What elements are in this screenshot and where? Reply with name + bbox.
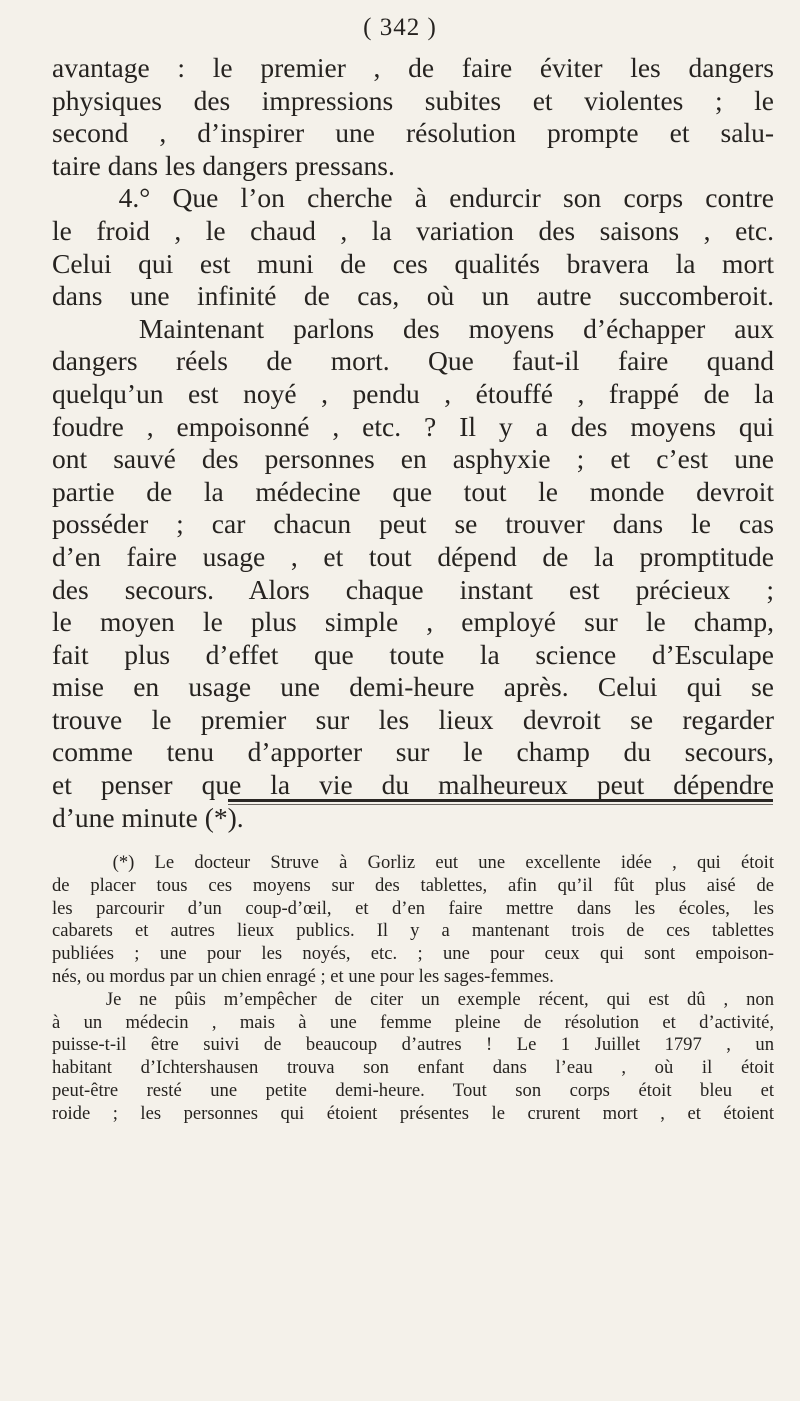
text-line: foudre , empoisonné , etc. ? Il y a des moyens qui — [52, 410, 774, 442]
text-line: posséder ; car chacun peut se trouver dans le cas — [52, 508, 774, 540]
footnote-line: cabarets et autres lieux publics. Il y a mantenant trois de ces tablettes — [52, 920, 774, 942]
text-line: comme tenu d’apporter sur le champ du secours, — [52, 736, 774, 768]
text-line: d’en faire usage , et tout dépend de la promptitude — [52, 540, 774, 572]
text-line: mise en usage une demi-heure après. Celui qui se — [52, 671, 774, 703]
text-line: Celui qui est muni de ces qualités bravera la mort — [52, 247, 774, 279]
text-line: et penser que la vie du malheureux peut dépendre — [52, 769, 774, 801]
text-line: des secours. Alors chaque instant est précieux ; — [52, 573, 774, 605]
text-line: taire dans les dangers pressans. — [52, 149, 395, 181]
text-line: second , d’inspirer une résolution prompte et salu- — [52, 117, 774, 149]
footnote-line: (*) Le docteur Struve à Gorliz eut une excellente idée , qui étoit — [52, 852, 774, 873]
footnote-line: Je ne pûis m’empêcher de citer un exemple récent, qui est dû , non — [52, 988, 774, 1010]
text-line: avantage : le premier , de faire éviter les dangers — [52, 52, 774, 83]
text-line: le moyen le plus simple , employé sur le champ, — [52, 606, 774, 638]
footnote-line: nés, ou mordus par un chien enragé ; et une pour les sages-femmes. — [52, 965, 554, 987]
footnote-line: publiées ; une pour les noyés, etc. ; une pour ceux qui sont empoison- — [52, 943, 774, 965]
text-line: dans une infinité de cas, où un autre succomberoit. — [52, 280, 774, 312]
footnote-separator — [228, 799, 773, 802]
text-line: ont sauvé des personnes en asphyxie ; et c’est une — [52, 443, 774, 475]
text-line: trouve le premier sur les lieux devroit se regarder — [52, 703, 774, 735]
text-line: le froid , le chaud , la variation des saisons , etc. — [52, 214, 774, 246]
main-text — [52, 52, 774, 834]
text-line: 4.° Que l’on cherche à endurcir son corps contre — [52, 182, 774, 214]
text-line: quelqu’un est noyé , pendu , étouffé , frappé de la — [52, 377, 774, 409]
text-line: partie de la médecine que tout le monde devroit — [52, 475, 774, 507]
text-line: Maintenant parlons des moyens d’échapper aux — [52, 312, 774, 344]
text-line: d’une minute (*). — [52, 801, 244, 833]
text-line: dangers réels de mort. Que faut-il faire quand — [52, 345, 774, 377]
text-line: fait plus d’effet que toute la science d’Esculape — [52, 638, 774, 670]
text-line: physiques des impressions subites et violentes ; le — [52, 84, 774, 116]
footnote-line: roide ; les personnes qui étoient présentes le crurent mort , et étoient — [52, 1102, 774, 1124]
footnote-line: peut-être resté une petite demi-heure. Tout son corps étoit bleu et — [52, 1079, 774, 1101]
page-number: ( 342 ) — [363, 14, 437, 41]
footnote-line: habitant d’Ichtershausen trouva son enfant dans l’eau , où il étoit — [52, 1057, 774, 1079]
footnote-line: à un médecin , mais à une femme pleine de résolution et d’activité, — [52, 1011, 774, 1033]
footnote-line: les parcourir d’un coup-d’œil, et d’en faire mettre dans les écoles, les — [52, 897, 774, 919]
footnote — [52, 852, 774, 1126]
footnote-line: de placer tous ces moyens sur des tablettes, afin qu’il fût plus aisé de — [52, 874, 774, 896]
footnote-separator-thin — [228, 804, 773, 805]
footnote-line: puisse-t-il être suivi de beaucoup d’autres ! Le 1 Juillet 1797 , un — [52, 1034, 774, 1056]
